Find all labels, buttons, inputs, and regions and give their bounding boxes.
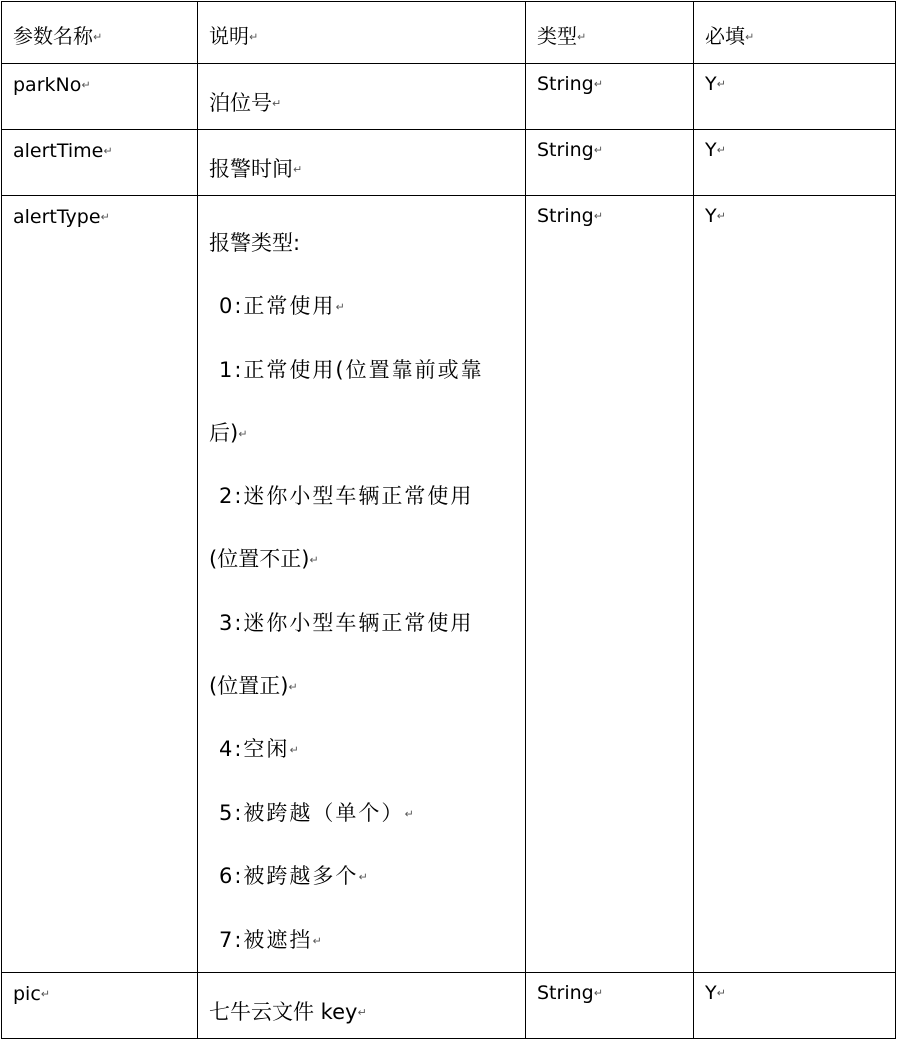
alert-type-option-continued: (位置正)↵ bbox=[209, 673, 298, 698]
description-title: 报警类型: bbox=[209, 231, 301, 255]
alert-type-option: 2:迷你小型车辆正常使用 bbox=[219, 484, 474, 508]
description-cell: 报警时间↵ bbox=[198, 130, 526, 196]
description-cell: 七牛云文件 key↵ bbox=[198, 973, 526, 1039]
param-name-cell: alertTime↵ bbox=[2, 130, 198, 196]
header-param-name: 参数名称↵ bbox=[2, 2, 198, 64]
param-name-cell: pic↵ bbox=[2, 973, 198, 1039]
type-cell: String↵ bbox=[526, 130, 694, 196]
alert-type-option-continued: (位置不正)↵ bbox=[209, 547, 319, 571]
type-cell: String↵ bbox=[526, 973, 694, 1039]
alert-type-option: 3:迷你小型车辆正常使用 bbox=[219, 610, 474, 635]
description-cell bbox=[198, 196, 526, 973]
description-cell: 泊位号↵ bbox=[198, 64, 526, 130]
table-row bbox=[2, 130, 896, 196]
required-cell: Y↵ bbox=[694, 130, 896, 196]
alert-type-option: 5:被跨越（单个）↵ bbox=[219, 800, 416, 825]
required-cell: Y↵ bbox=[694, 64, 896, 130]
header-required: 必填↵ bbox=[694, 2, 896, 64]
alert-type-option-continued: 后)↵ bbox=[209, 420, 248, 445]
header-description: 说明↵ bbox=[198, 2, 526, 64]
header-type: 类型↵ bbox=[526, 2, 694, 64]
type-cell: String↵ bbox=[526, 196, 694, 973]
required-cell: Y↵ bbox=[694, 196, 896, 973]
param-name-cell: parkNo↵ bbox=[2, 64, 198, 130]
table-row bbox=[2, 64, 896, 130]
type-cell: String↵ bbox=[526, 64, 694, 130]
alert-type-option: 1:正常使用(位置靠前或靠 bbox=[219, 357, 484, 382]
table-row bbox=[2, 196, 896, 973]
param-name-cell: alertType↵ bbox=[2, 196, 198, 973]
alert-type-option: 7:被遮挡↵ bbox=[219, 927, 324, 952]
alert-type-option: 4:空闲↵ bbox=[219, 737, 301, 761]
parameter-table bbox=[1, 1, 896, 1039]
alert-type-option: 6:被跨越多个↵ bbox=[219, 864, 370, 888]
table-row bbox=[2, 973, 896, 1039]
required-cell: Y↵ bbox=[694, 973, 896, 1039]
alert-type-option: 0:正常使用↵ bbox=[219, 294, 347, 318]
table-header-row bbox=[2, 2, 896, 64]
